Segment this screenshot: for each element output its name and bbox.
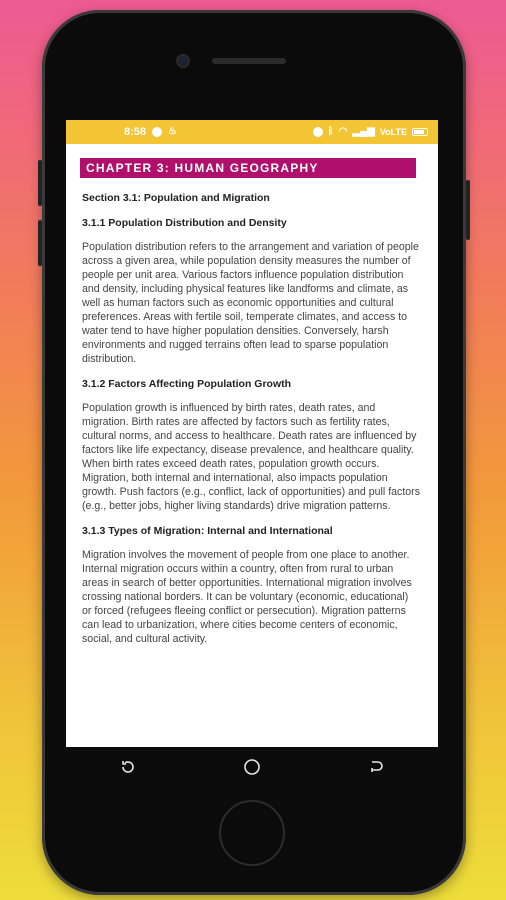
document-content bbox=[66, 144, 438, 646]
status-right bbox=[313, 127, 428, 137]
wifi-icon: ◠ bbox=[338, 126, 348, 137]
chapter-title: CHAPTER 3: HUMAN GEOGRAPHY bbox=[80, 158, 416, 178]
back-button[interactable] bbox=[356, 752, 396, 782]
messenger-icon bbox=[152, 127, 162, 137]
volume-button bbox=[38, 220, 42, 266]
recents-button[interactable] bbox=[108, 752, 148, 782]
home-nav-button[interactable] bbox=[232, 752, 272, 782]
battery-icon bbox=[412, 128, 428, 136]
volume-button bbox=[38, 160, 42, 206]
subsection-title: 3.1.2 Factors Affecting Population Growth bbox=[82, 378, 292, 390]
paragraph: Migration involves the movement of people from one place to another. Internal migration occurs within a country, often from rural to urban areas in search of better opportunities. International migration involves crossing national borders. It can be voluntary (economic, educational) or forced (refugees fleeing conflict or persecution). Migration patterns can lead to urbanization, where cities become centers of economic, social, and cultural activity. bbox=[82, 549, 412, 645]
chat-icon bbox=[313, 127, 323, 137]
earpiece-speaker bbox=[212, 58, 286, 64]
navigation-bar bbox=[66, 747, 438, 787]
physical-home-button[interactable] bbox=[219, 800, 285, 866]
bluetooth-icon: ᛒ bbox=[327, 126, 334, 137]
notification-icon: ♨ bbox=[168, 126, 177, 137]
paragraph: Population distribution refers to the arrangement and variation of people across a given area, while population density measures the number of people per unit area. Various factors influence population distribution and density, including physical features like landforms and climate, as well as human factors such as economic opportunities and cultural preferences. Areas with fertile soil, temperate climates, and access to water tend to have higher population densities. Conversely, harsh environments and rugged terrains often lead to sparse population distribution. bbox=[82, 241, 419, 365]
screen bbox=[66, 120, 438, 747]
subsection-title: 3.1.1 Population Distribution and Density bbox=[82, 217, 287, 229]
subsection-title: 3.1.3 Types of Migration: Internal and International bbox=[82, 525, 333, 537]
signal-icon: ▂▄▆ bbox=[352, 126, 375, 137]
back-icon bbox=[368, 759, 384, 775]
recents-icon bbox=[120, 759, 136, 775]
home-icon bbox=[243, 758, 261, 776]
clock: 8:58 bbox=[124, 126, 147, 138]
network-label: VoLTE bbox=[379, 127, 407, 137]
status-left bbox=[124, 126, 177, 138]
section-title: Section 3.1: Population and Migration bbox=[82, 192, 270, 204]
paragraph: Population growth is influenced by birth rates, death rates, and migration. Birth rates are affected by factors such as fertility rates, cultural norms, and access to healthcare. Death rates are influenced by factors like life expectancy, disease prevalence, and healthcare quality. When birth rates exceed death rates, population growth occurs. Migration, both internal and international, also impacts population growth. Push factors (e.g., conflict, lack of opportunities) and pull factors (e.g., better jobs, higher living standards) drive migration patterns. bbox=[82, 402, 420, 512]
power-button bbox=[466, 180, 470, 240]
status-bar bbox=[66, 120, 438, 144]
front-camera bbox=[178, 56, 188, 66]
